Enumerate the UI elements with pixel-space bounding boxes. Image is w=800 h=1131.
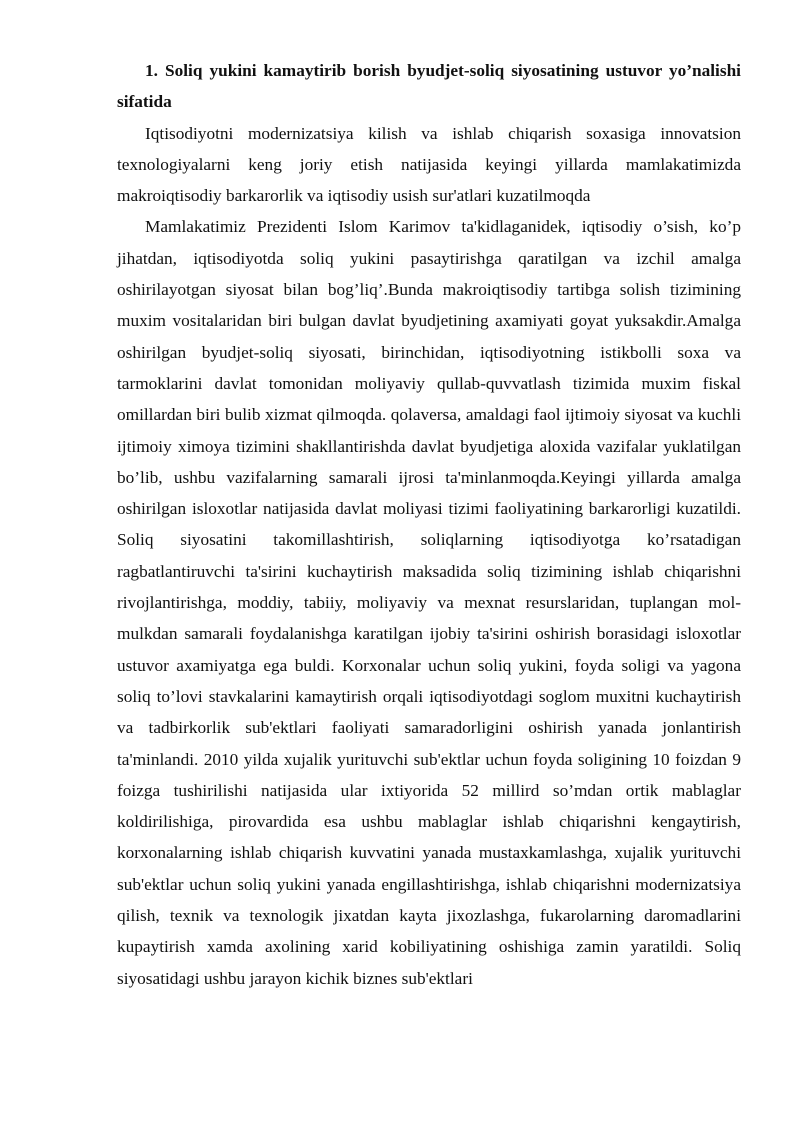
paragraph-body: Mamlakatimiz Prezidenti Islom Karimov ta'kidlaganidek, iqtisodiy o’sish, ko’p jihatdan, iqtisodiyotda soliq yukini pasaytirishga qaratilgan va izchil amalga oshirilayotgan siyosat bilan bog’liq’.Bunda makroiqtisodiy tartibga solish tizimining muxim vositalaridan biri bulgan davlat byudjetining axamiyati goyat yuksakdir.Amalga oshirilgan byudjet-soliq siyosati, birinchidan, iqtisodiyotning istikbolli soxa va tarmoklarini davlat tomonidan moliyaviy qullab-quvvatlash tizimida muxim fiskal omillardan biri bulib xizmat qilmoqda. qolaversa, amaldagi faol ijtimoiy siyosat va kuchli ijtimoiy ximoya tizimini shakllantirishda davlat byudjetiga aloxida vazifalar yuklatilgan bo’lib, ushbu vazifalarning samarali ijrosi ta'minlanmoqda.Keyingi yillarda amalga oshirilgan isloxotlar natijasida davlat moliyasi tizimi faoliyatining barkarorligi kuzatildi. Soliq siyosatini takomillashtirish, soliqlarning iqtisodiyotga ko’rsatadigan ragbatlantiruvchi ta'sirini kuchaytirish maksadida soliq tizimining ishlab chiqarishni rivojlantirishga, moddiy, tabiiy, moliyaviy va mexnat resurslaridan, tuplangan mol-mulkdan samarali foydalanishga karatilgan ijobiy ta'sirini oshirish borasidagi isloxotlar ustuvor axamiyatga ega buldi. Korxonalar uchun soliq yukini, foyda soligi va yagona soliq to’lovi stavkalarini kamaytirish orqali iqtisodiyotdagi soglom muxitni kuchaytirish va tadbirkorlik sub'ektlari faoliyati samaradorligini oshirish yanada jonlantirish ta'minlandi. 2010 yilda xujalik yurituvchi sub'ektlar uchun foyda soligining 10 foizdan 9 foizga tushirilishi natijasida ular ixtiyorida 52 millird so’mdan ortik mablaglar koldirilishiga, pirovardida esa ushbu mablaglar ishlab chiqarishni kengaytirish, korxonalarning ishlab chiqarish kuvvatini yanada mustaxkamlashga, xujalik yurituvchi sub'ektlar uchun soliq yukini yanada engillashtirishga, ishlab chiqarishni modernizatsiya qilish, texnik va texnologik jixatdan kayta jixozlashga, fukarolarning daromadlarini kupaytirish xamda axolining xarid kobiliyatining oshishiga zamin yaratildi. Soliq siyosatidagi ushbu jarayon kichik biznes sub'ektlari — [117, 217, 741, 988]
paragraph-intro: Iqtisodiyotni modernizatsiya kilish va ishlab chiqarish soxasiga innovatsion texnologiyalarni keng joriy etish natijasida keyingi yillarda mamlakatimizda makroiqtisodiy barkarorlik va iqtisodiy usish sur'atlari kuzatilmoqda — [117, 123, 741, 206]
section-heading: 1. Soliq yukini kamaytirib borish byudjet-soliq siyosatining ustuvor yo’nalishi sifatida — [117, 61, 741, 112]
document-page — [117, 55, 741, 994]
